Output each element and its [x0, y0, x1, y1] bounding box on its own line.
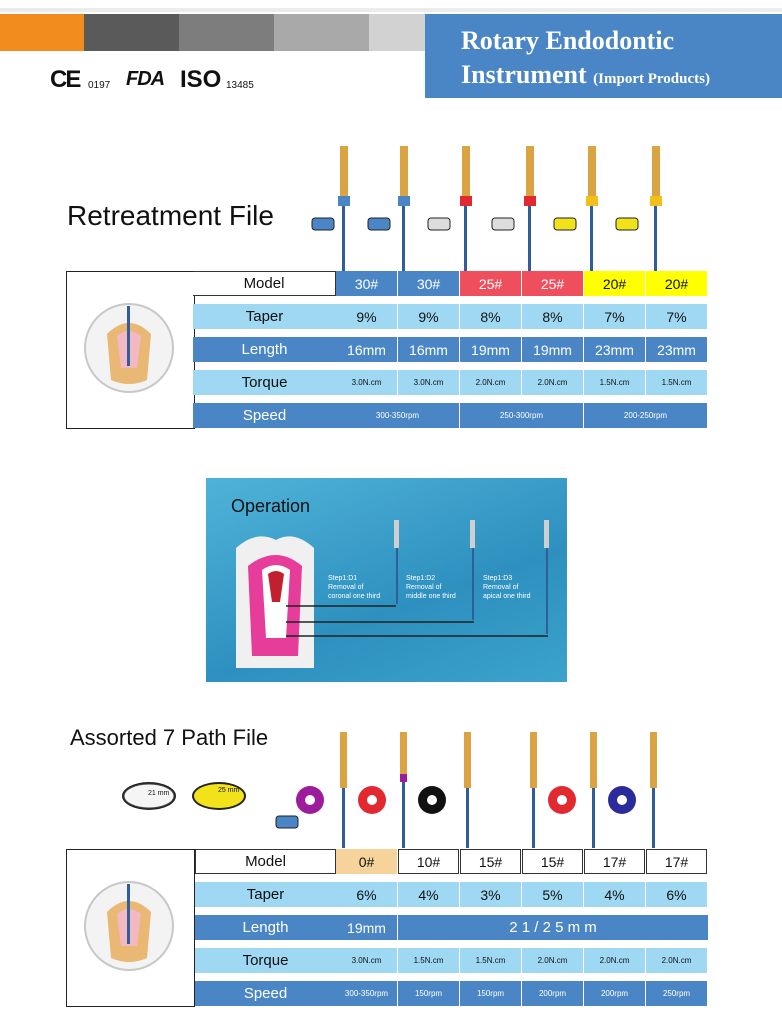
retreatment-taper-cell: 7%: [646, 304, 707, 329]
assorted-tooth-image: [66, 849, 195, 1007]
assorted-label-model: Model: [195, 849, 336, 874]
retreatment-model-cell: 25#: [460, 271, 521, 296]
retreatment-model-cell: 20#: [584, 271, 645, 296]
retreatment-torque-cell: 3.0N.cm: [336, 370, 397, 395]
stopper-ring-icon: [428, 218, 450, 230]
retreatment-taper-cell: 9%: [398, 304, 459, 329]
retreatment-label-torque: Torque: [193, 370, 336, 395]
assorted-label-speed: Speed: [195, 981, 336, 1006]
retreatment-title: Retreatment File: [67, 200, 274, 231]
retreatment-taper-cell: 9%: [336, 304, 397, 329]
stripe-light-gray: [274, 14, 369, 51]
assorted-taper-cell: 6%: [336, 882, 397, 907]
retreatment-torque-cell: 3.0N.cm: [398, 370, 459, 395]
assorted-speed-cell: 150rpm: [460, 981, 521, 1006]
file-icon: [460, 146, 472, 282]
assorted-model-cell: 15#: [460, 849, 521, 874]
ce-mark-logo: [50, 66, 79, 94]
assorted-length-rest: 2 1 / 2 5 m m: [398, 915, 708, 940]
ring-25mm: [190, 780, 248, 812]
small-stopper-icon: [276, 816, 298, 828]
step-1-line-1: Step1:D1: [328, 575, 358, 582]
title-line-1: Rotary Endodontic: [461, 26, 675, 55]
assorted-torque-cell: 2.0N.cm: [522, 948, 583, 973]
file-icon: [530, 732, 537, 848]
assorted-torque-cell: 1.5N.cm: [398, 948, 459, 973]
assorted-label-taper: Taper: [195, 882, 336, 907]
stripe-mid-gray: [179, 14, 274, 51]
tooth-icon: [67, 850, 194, 1006]
ring-25mm-label: 25 mm: [218, 787, 240, 794]
file-icon: [398, 146, 410, 282]
iso-mark: ISO: [180, 66, 222, 93]
assorted-label-length: Length: [195, 915, 336, 940]
step-3-line-3: apical one third: [483, 593, 531, 600]
retreatment-label-taper: Taper: [193, 304, 336, 329]
retreatment-torque-cell: 1.5N.cm: [584, 370, 645, 395]
title-line-2: [461, 60, 710, 90]
assorted-files-illustration: [270, 730, 690, 850]
retreatment-speed-cell: 300-350rpm: [336, 403, 459, 428]
retreatment-taper-cell: 8%: [522, 304, 583, 329]
assorted-speed-cell: 200rpm: [522, 981, 583, 1006]
retreatment-length-cell: 16mm: [336, 337, 397, 362]
assorted-speed-cell: 300-350rpm: [336, 981, 397, 1006]
ring-21mm-label: 21 mm: [148, 790, 170, 797]
gear-stopper-icon: [358, 786, 386, 814]
ce-number: 0197: [88, 80, 111, 91]
stopper-ring-icon: [554, 218, 576, 230]
retreatment-model-cell: 25#: [522, 271, 583, 296]
stripe-orange: [0, 14, 84, 51]
assorted-model-cell: 17#: [646, 849, 707, 874]
fda-mark: FDA: [126, 68, 165, 90]
file-icon: [586, 146, 598, 282]
assorted-model-cell: 0#: [336, 849, 397, 874]
step-1-line-3: coronal one third: [328, 593, 381, 600]
file-icon: [650, 146, 662, 282]
assorted-taper-cell: 4%: [584, 882, 645, 907]
retreatment-torque-cell: 1.5N.cm: [646, 370, 707, 395]
assorted-torque-cell: 2.0N.cm: [584, 948, 645, 973]
file-icon: [340, 732, 347, 848]
retreatment-files-illustration: [300, 142, 700, 282]
fda-logo: [126, 68, 164, 91]
retreatment-length-cell: 19mm: [460, 337, 521, 362]
retreatment-length-cell: 23mm: [646, 337, 707, 362]
file-icon: [524, 146, 536, 282]
operation-step-2: [406, 574, 456, 601]
retreatment-length-cell: 16mm: [398, 337, 459, 362]
stopper-ring-icon: [492, 218, 514, 230]
assorted-model-cell: 17#: [584, 849, 645, 874]
retreatment-torque-cell: 2.0N.cm: [460, 370, 521, 395]
assorted-speed-cell: 250rpm: [646, 981, 707, 1006]
ring-25mm-icon: [190, 780, 248, 812]
file-icon: [338, 146, 350, 282]
retreatment-taper-cell: 8%: [460, 304, 521, 329]
assorted-taper-cell: 3%: [460, 882, 521, 907]
gear-stopper-icon: [296, 786, 324, 814]
gear-stopper-icon: [418, 786, 446, 814]
step-1-line-2: Removal of: [328, 584, 364, 591]
stopper-ring-icon: [368, 218, 390, 230]
assorted-taper-cell: 6%: [646, 882, 707, 907]
assorted-speed-cell: 150rpm: [398, 981, 459, 1006]
title-banner: [425, 14, 782, 98]
stripe-pale-gray: [369, 14, 425, 51]
assorted-taper-cell: 5%: [522, 882, 583, 907]
operation-step-1: [328, 574, 380, 601]
iso-number: 13485: [226, 80, 254, 91]
gear-stopper-icon: [548, 786, 576, 814]
retreatment-label-speed: Speed: [193, 403, 336, 428]
assorted-model-cell: 15#: [522, 849, 583, 874]
retreatment-taper-cell: 7%: [584, 304, 645, 329]
retreatment-label-model: Model: [193, 271, 336, 296]
retreatment-model-cell: 30#: [336, 271, 397, 296]
retreatment-speed-cell: 200-250rpm: [584, 403, 707, 428]
step-3-line-2: Removal of: [483, 584, 519, 591]
assorted-model-cell: 10#: [398, 849, 459, 874]
retreatment-torque-cell: 2.0N.cm: [522, 370, 583, 395]
ce-mark: CE: [50, 66, 80, 93]
operation-image: [206, 478, 567, 682]
top-gray-line: [0, 8, 782, 12]
file-icon: [650, 732, 657, 848]
step-2-line-2: Removal of: [406, 584, 442, 591]
retreatment-label-length: Length: [193, 337, 336, 362]
operation-step-3: [483, 574, 530, 601]
title-main: Instrument: [461, 60, 587, 89]
step-3-line-1: Step1:D3: [483, 575, 513, 582]
gear-stopper-icon: [608, 786, 636, 814]
ring-21mm: [120, 780, 178, 812]
assorted-torque-cell: 2.0N.cm: [646, 948, 707, 973]
step-2-line-3: middle one third: [406, 593, 456, 600]
stopper-ring-icon: [616, 218, 638, 230]
retreatment-length-cell: 19mm: [522, 337, 583, 362]
retreatment-speed-cell: 250-300rpm: [460, 403, 583, 428]
assorted-torque-cell: 3.0N.cm: [336, 948, 397, 973]
retreatment-model-cell: 20#: [646, 271, 707, 296]
file-icon: [400, 732, 407, 848]
operation-title: Operation: [231, 496, 311, 516]
tooth-icon: [67, 272, 194, 428]
assorted-speed-cell: 200rpm: [584, 981, 645, 1006]
stopper-ring-icon: [312, 218, 334, 230]
retreatment-tooth-image: [66, 271, 195, 429]
assorted-label-torque: Torque: [195, 948, 336, 973]
stripe-dark-gray: [84, 14, 179, 51]
retreatment-length-cell: 23mm: [584, 337, 645, 362]
step-2-line-1: Step1:D2: [406, 575, 436, 582]
file-icon: [590, 732, 597, 848]
retreatment-model-cell: 30#: [398, 271, 459, 296]
assorted-title: Assorted 7 Path File: [70, 725, 269, 750]
assorted-torque-cell: 1.5N.cm: [460, 948, 521, 973]
title-suffix: (Import Products): [593, 71, 710, 87]
file-icon: [464, 732, 471, 848]
assorted-taper-cell: 4%: [398, 882, 459, 907]
assorted-length-first: 19mm: [336, 915, 397, 940]
